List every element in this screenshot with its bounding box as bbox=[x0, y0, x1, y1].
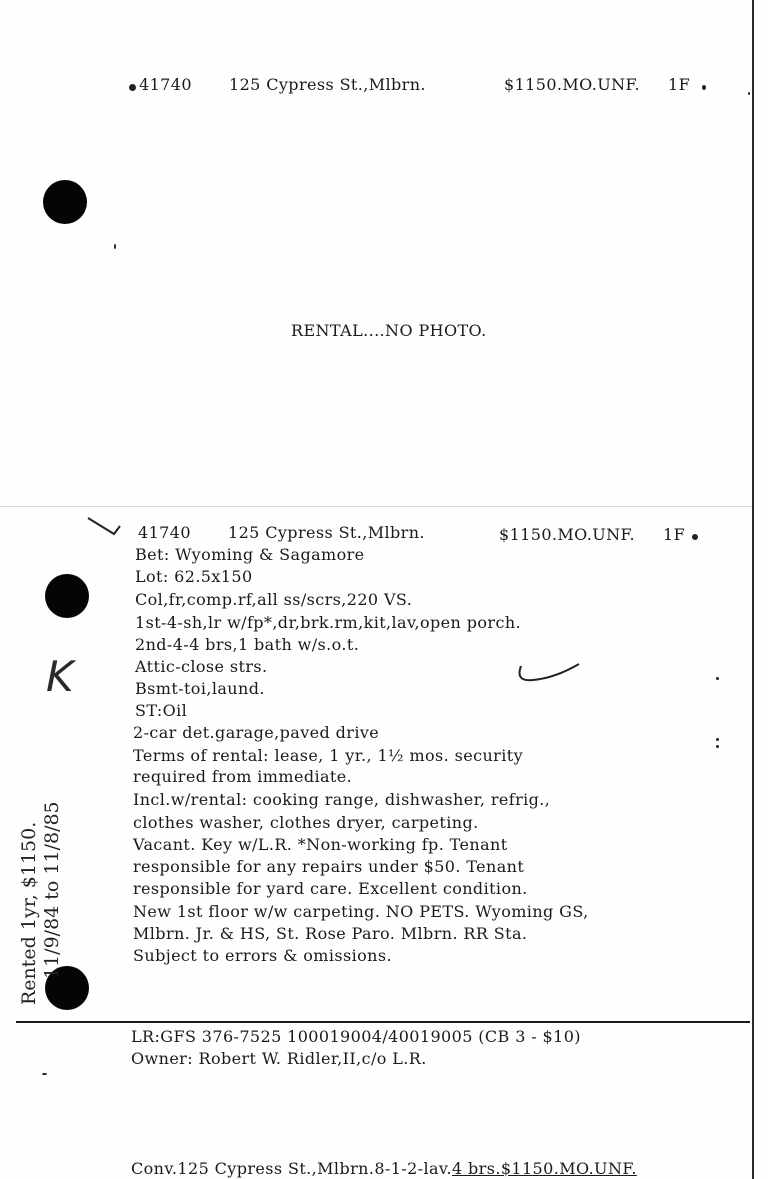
bottom-summary-prefix: Conv.125 Cypress St.,Mlbrn.8-1-2-lav. bbox=[131, 1159, 452, 1178]
speck bbox=[42, 1073, 47, 1075]
handwritten-check-icon bbox=[515, 660, 585, 688]
detail-line: 2-car det.garage,paved drive bbox=[133, 723, 380, 742]
detail-line: New 1st floor w/w carpeting. NO PETS. Wyoming GS, bbox=[133, 902, 589, 921]
detail-line: Attic-close strs. bbox=[135, 657, 268, 676]
bullet-dot bbox=[129, 84, 136, 91]
speck bbox=[702, 85, 706, 90]
detail-line: Vacant. Key w/L.R. *Non-working fp. Tenant bbox=[133, 835, 508, 854]
top-listing-number: 41740 bbox=[139, 75, 192, 94]
detail-line: Lot: 62.5x150 bbox=[135, 567, 253, 586]
speck bbox=[716, 745, 719, 748]
handwritten-k-mark: K bbox=[46, 652, 74, 701]
detail-line: 1st-4-sh,lr w/fp*,dr,brk.rm,kit,lav,open porch. bbox=[135, 613, 522, 632]
punch-hole-top bbox=[43, 180, 87, 224]
bottom-summary-underlined: 4 brs.$1150.MO.UNF. bbox=[451, 1159, 637, 1178]
speck bbox=[716, 677, 719, 680]
detail-line: clothes washer, clothes dryer, carpeting. bbox=[133, 813, 479, 832]
detail-listing-number: 41740 bbox=[138, 523, 191, 542]
detail-line: 2nd-4-4 brs,1 bath w/s.o.t. bbox=[135, 635, 360, 654]
detail-line: responsible for any repairs under $50. Tenant bbox=[133, 857, 525, 876]
bullet-dot bbox=[692, 534, 698, 540]
handwritten-rental-note bbox=[18, 801, 64, 1005]
photo-placeholder-text: RENTAL....NO PHOTO. bbox=[291, 321, 487, 340]
bottom-summary-line bbox=[131, 1159, 637, 1178]
detail-line: Bet: Wyoming & Sagamore bbox=[135, 545, 365, 564]
speck bbox=[716, 738, 719, 741]
top-address: 125 Cypress St.,Mlbrn. bbox=[229, 75, 426, 94]
speck bbox=[748, 92, 750, 95]
rental-note-line-1: Rented 1yr, $1150. bbox=[18, 821, 40, 1005]
detail-line: Mlbrn. Jr. & HS, St. Rose Paro. Mlbrn. RR Sta. bbox=[133, 924, 528, 943]
detail-line: ST:Oil bbox=[135, 701, 188, 720]
detail-line: responsible for yard care. Excellent condition. bbox=[133, 879, 528, 898]
detail-price: $1150.MO.UNF. bbox=[499, 525, 636, 544]
footer-owner-line: Owner: Robert W. Ridler,II,c/o L.R. bbox=[131, 1049, 427, 1068]
rental-note-line-2: 11/9/84 to 11/8/85 bbox=[41, 801, 63, 979]
detail-line: Terms of rental: lease, 1 yr., 1½ mos. security bbox=[133, 746, 524, 765]
check-mark-icon bbox=[86, 512, 126, 542]
detail-line: Subject to errors & omissions. bbox=[133, 946, 392, 965]
card-edge bbox=[752, 0, 754, 1179]
card-fold-line bbox=[0, 506, 752, 507]
detail-line: Col,fr,comp.rf,all ss/scrs,220 VS. bbox=[135, 590, 413, 609]
detail-line: Bsmt-toi,laund. bbox=[135, 679, 265, 698]
detail-address: 125 Cypress St.,Mlbrn. bbox=[228, 523, 425, 542]
detail-line: required from immediate. bbox=[133, 767, 353, 786]
punch-hole-middle bbox=[45, 574, 89, 618]
speck bbox=[114, 244, 116, 249]
footer-contact-line: LR:GFS 376-7525 100019004/40019005 (CB 3 - $10) bbox=[131, 1027, 581, 1046]
top-price: $1150.MO.UNF. bbox=[504, 75, 641, 94]
detail-line: Incl.w/rental: cooking range, dishwasher, refrig., bbox=[133, 790, 551, 809]
footer-divider bbox=[16, 1021, 750, 1023]
top-style: 1F bbox=[668, 75, 691, 94]
detail-style: 1F bbox=[663, 525, 686, 544]
